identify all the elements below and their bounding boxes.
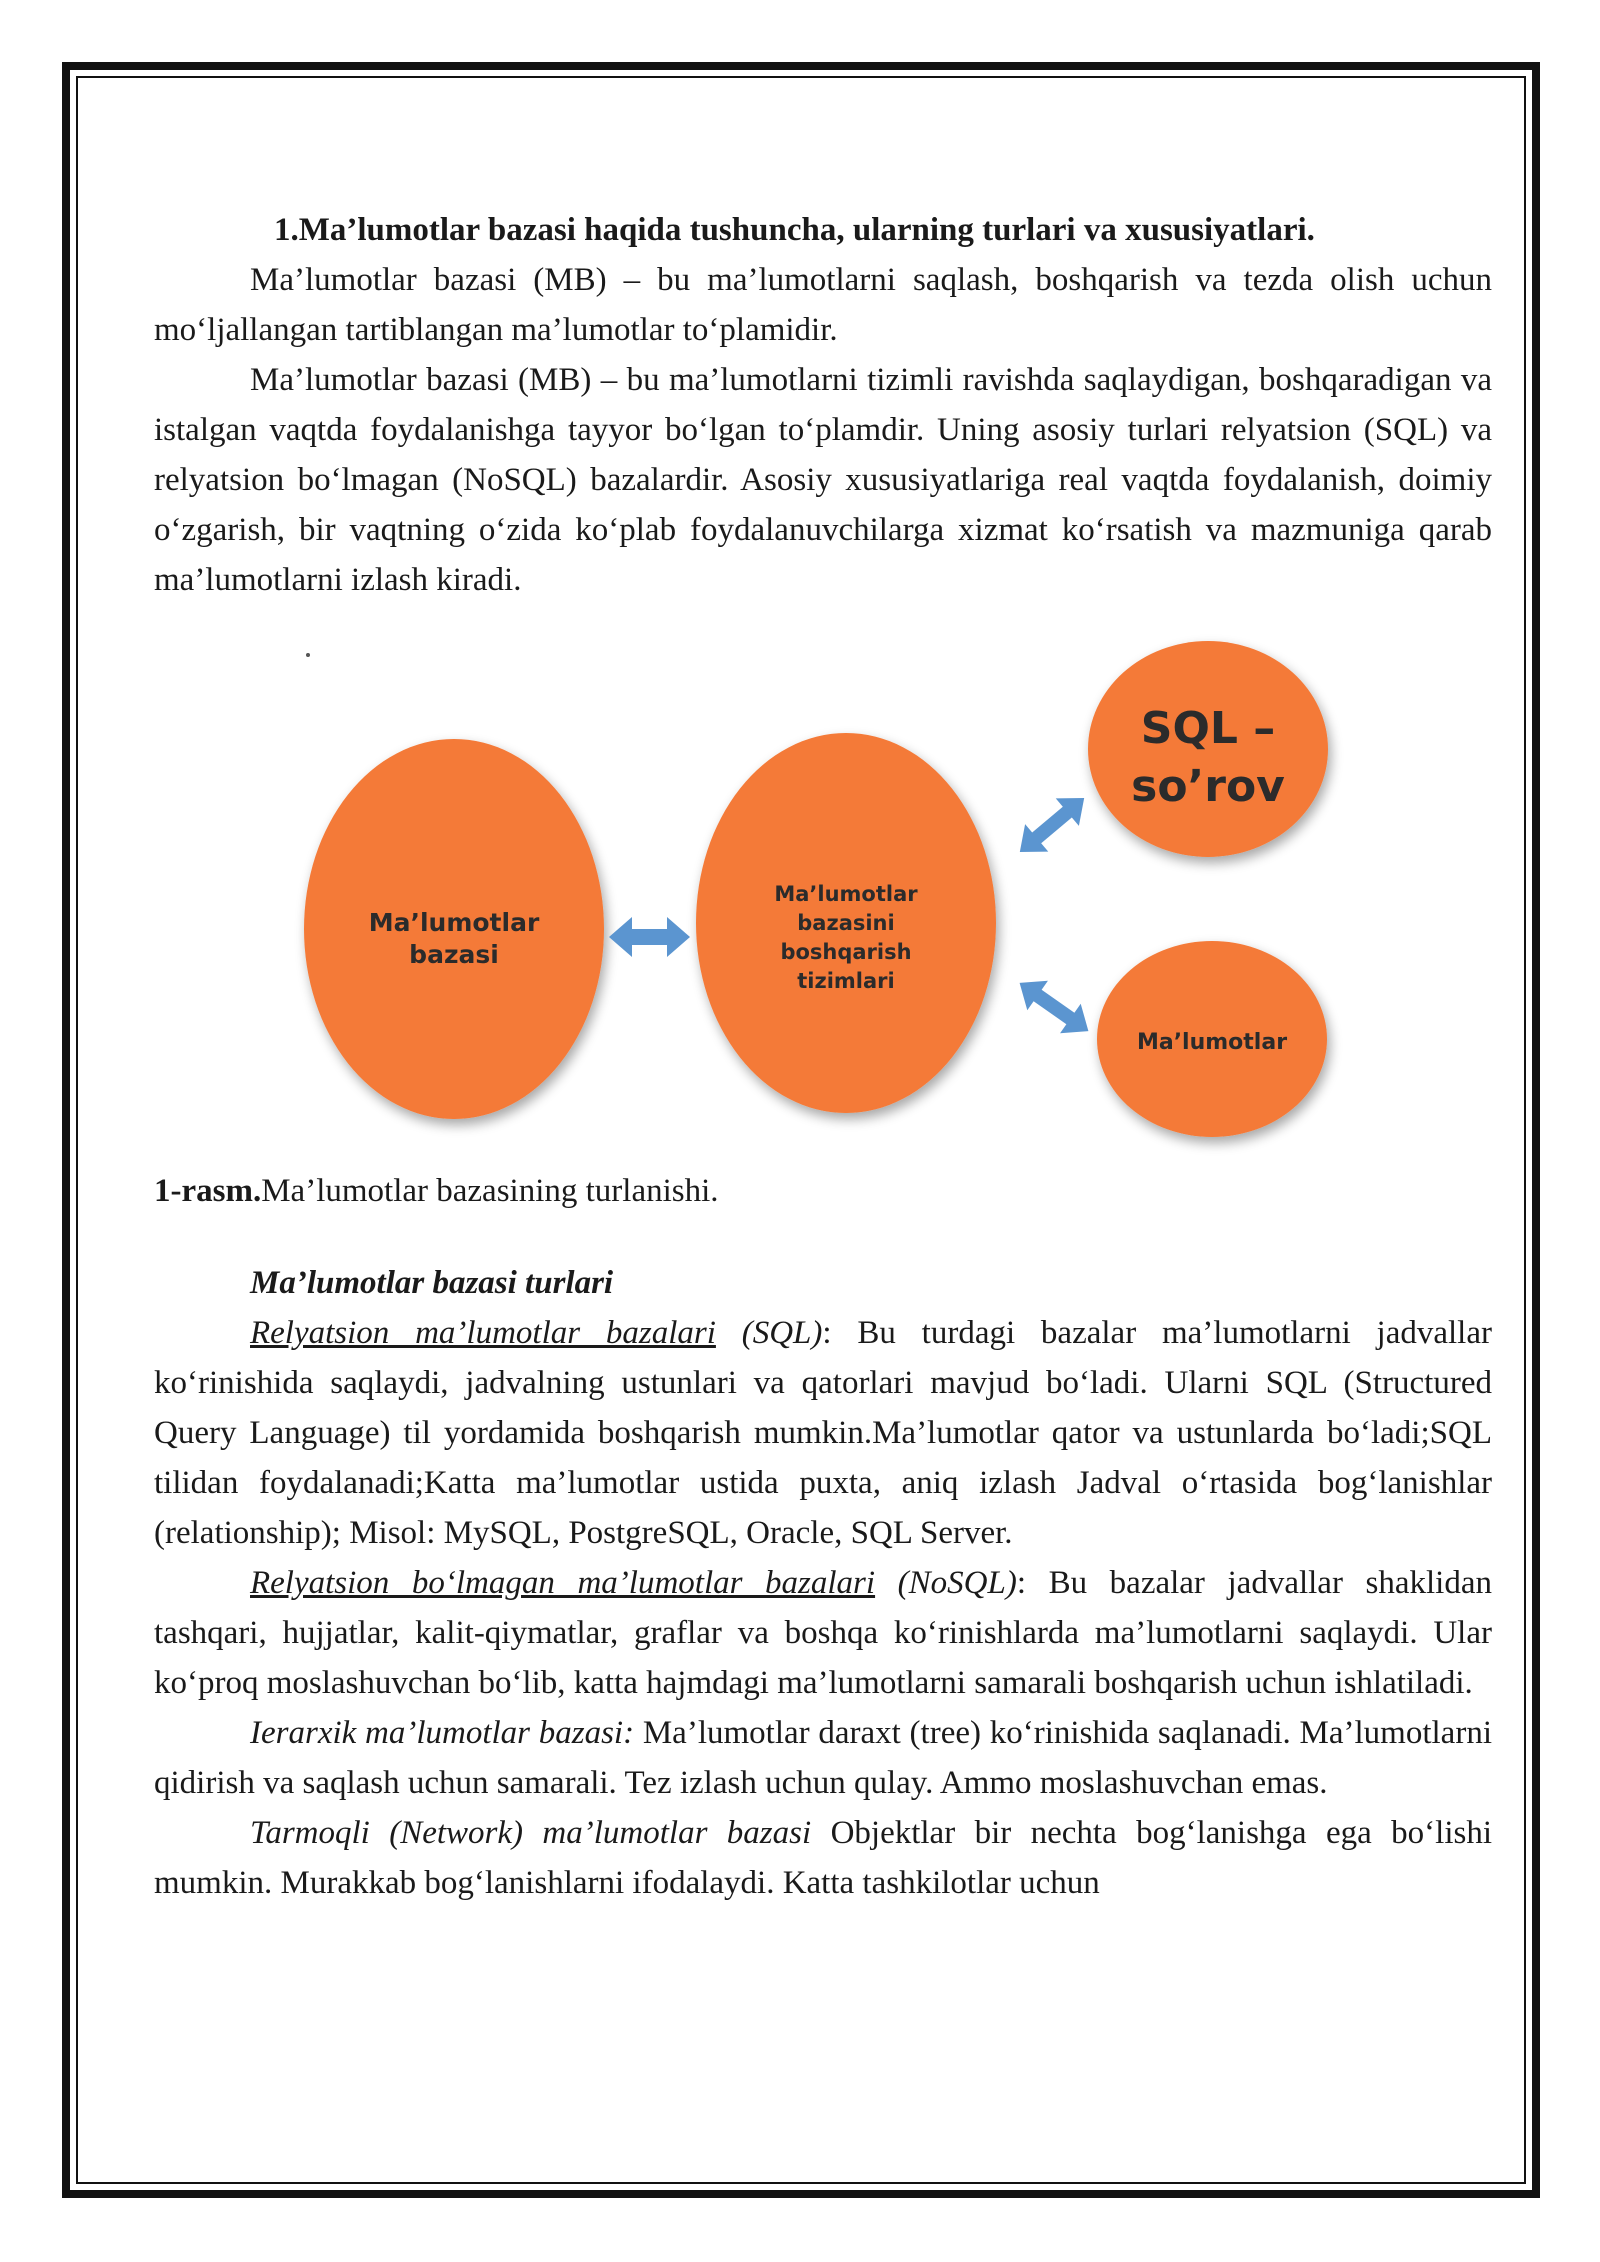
node-database-label-2: bazasi (409, 940, 499, 969)
figure-caption-label: 1-rasm. (154, 1173, 262, 1209)
dbms-diagram (154, 611, 1492, 1166)
relational-text: : Bu turdagi bazalar ma’lumotlarni jadvallar ko‘rinishida saqlaydi, jadvalning ustunlari va qatorlari mavjud bo‘ladi. Ularni SQL (Structured Query Language) til yordamida boshqarish mumkin.Ma’lumotlar qator va ustunlarda bo‘ladi;SQL tilidan foydalanadi;Katta ma’lumotlar ustida puxta, aniq izlash Jadval o‘rtasida bog‘lanishlar (relationship); Misol: MySQL, PostgreSQL, Oracle, SQL Server. (154, 1315, 1492, 1551)
node-dbms-label-2: bazasini (797, 911, 895, 935)
node-data-label: Ma’lumotlar (1136, 1030, 1288, 1055)
paragraph-definition-1: Ma’lumotlar bazasi (MB) – bu ma’lumotlarni saqlash, boshqarish va tezda olish uchun mo‘ljallangan tartiblangan ma’lumotlar to‘plamidir. (154, 262, 1492, 348)
node-sql-label-2: so’rov (1131, 761, 1285, 812)
stray-mark (306, 653, 310, 657)
node-dbms-label-3: boshqarish (780, 940, 912, 964)
paragraph-relational (154, 1308, 1492, 1558)
figure-caption-text: Ma’lumotlar bazasining turlanishi. (261, 1173, 719, 1209)
section-title: Ma’lumotlar bazasi turlari (250, 1265, 614, 1301)
nosql-term: Relyatsion bo‘lmagan ma’lumotlar bazalari (250, 1565, 876, 1601)
document-body (154, 205, 1492, 1908)
node-dbms-label-4: tizimlari (797, 969, 895, 993)
network-term: Tarmoqli (Network) ma’lumotlar bazasi (250, 1815, 812, 1851)
hierarchical-text: Ma’lumotlar daraxt (tree) ko‘rinishida saqlanadi. Ma’lumotlarni qidirish va saqlash uchun samarali. Tez izlash uchun qulay. Ammo moslashuvchan emas. (154, 1715, 1492, 1801)
nosql-text: : Bu bazalar jadvallar shaklidan tashqari, hujjatlar, kalit-qiymatlar, graflar va boshqa ko‘rinishlarda ma’lumotlarni saqlaydi. Ular ko‘proq moslashuvchan bo‘lib, katta hajmdagi ma’lumotlarni samarali boshqarish uchun ishlatiladi. (154, 1565, 1492, 1701)
page-title: 1.Ma’lumotlar bazasi haqida tushuncha, ularning turlari va xususiyatlari. (274, 212, 1315, 248)
nosql-abbr: (NoSQL) (875, 1565, 1017, 1601)
node-dbms-label-1: Ma’lumotlar (774, 882, 918, 906)
relational-term: Relyatsion ma’lumotlar bazalari (250, 1315, 716, 1351)
paragraph-nosql (154, 1558, 1492, 1708)
double-arrow-down-icon (1009, 968, 1098, 1046)
relational-abbr: (SQL) (715, 1315, 823, 1351)
node-sql-label-1: SQL – (1140, 703, 1276, 754)
hierarchical-term: Ierarxik ma’lumotlar bazasi: (250, 1715, 635, 1751)
node-database-label-1: Ma’lumotlar (368, 908, 540, 937)
paragraph-network (154, 1808, 1492, 1908)
paragraph-hierarchical (154, 1708, 1492, 1808)
figure-caption (154, 1166, 1492, 1216)
double-arrow-icon (609, 917, 690, 957)
paragraph-definition-2: Ma’lumotlar bazasi (MB) – bu ma’lumotlarni tizimli ravishda saqlaydigan, boshqaradigan va istalgan vaqtda foydalanishga tayyor bo‘lgan to‘plamdir. Uning asosiy turlari relyatsion (SQL) va relyatsion bo‘lmagan (NoSQL) bazalardir. Asosiy xususiyatlariga real vaqtda foydalanish, doimiy o‘zgarish, bir vaqtning o‘zida ko‘plab foydalanuvchilarga xizmat ko‘rsatish va mazmuniga qarab ma’lumotlarni izlash kiradi. (154, 362, 1492, 598)
double-arrow-up-icon (1008, 784, 1095, 866)
network-text: Objektlar bir nechta bog‘lanishga ega bo‘lishi mumkin. Murakkab bog‘lanishlarni ifodalaydi. Katta tashkilotlar uchun (154, 1815, 1492, 1901)
dbms-diagram-svg (154, 611, 1492, 1166)
